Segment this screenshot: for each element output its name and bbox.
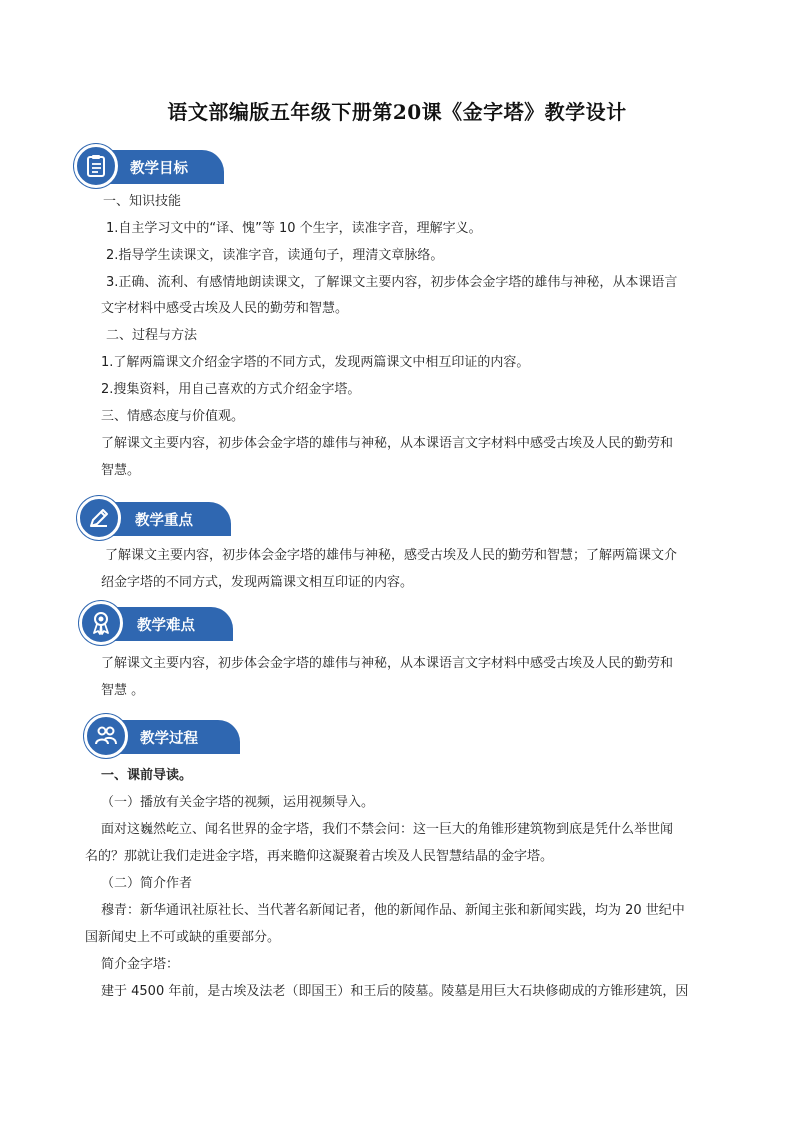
goals-line: 2.搜集资料，用自己喜欢的方式介绍金字塔。 [101, 382, 361, 397]
difficulties-line: 了解课文主要内容，初步体会金字塔的雄伟与神秘，从本课语言文字材料中感受古埃及人民的勤劳和 [101, 656, 674, 671]
key-points-line: 了解课文主要内容，初步体会金字塔的雄伟与神秘，感受古埃及人民的勤劳和智慧；了解两篇课文介 [105, 548, 678, 563]
people-icon [94, 724, 118, 748]
award-ribbon-icon [89, 611, 113, 635]
goals-line: 了解课文主要内容，初步体会金字塔的雄伟与神秘，从本课语言文字材料中感受古埃及人民的勤劳和 [101, 436, 674, 451]
process-line: 面对这巍然屹立、闻名世界的金字塔，我们不禁会问：这一巨大的角锥形建筑物到底是凭什么举世闻 [101, 822, 674, 837]
difficulties-line: 智慧 。 [101, 683, 145, 698]
section-label-goals: 教学目标 [130, 160, 188, 177]
goals-line: 1.了解两篇课文介绍金字塔的不同方式，发现两篇课文中相互印证的内容。 [101, 355, 530, 370]
goals-line: 1.自主学习文中的“译、愧”等 10 个生字，读准字音，理解字义。 [106, 221, 482, 236]
section-banner-difficulties [79, 601, 239, 645]
process-line: 简介金字塔： [101, 957, 180, 972]
section-banner-goals [74, 144, 234, 188]
pencil-icon [87, 506, 111, 530]
process-line: 名的？那就让我们走进金字塔，再来瞻仰这凝聚着古埃及人民智慧结晶的金字塔。 [85, 849, 554, 864]
process-line: 一、课前导读。 [101, 768, 193, 783]
section-label-process: 教学过程 [140, 730, 198, 747]
clipboard-icon [84, 154, 108, 178]
section-label-difficulties: 教学难点 [137, 617, 195, 634]
process-line: 穆青：新华通讯社原社长、当代著名新闻记者，他的新闻作品、新闻主张和新闻实践，均为 20 世纪中 [101, 903, 685, 918]
goals-line: 文字材料中感受古埃及人民的勤劳和智慧。 [101, 301, 349, 316]
goals-line: 智慧。 [101, 463, 141, 478]
process-line: （一）播放有关金字塔的视频，运用视频导入。 [101, 795, 375, 810]
goals-line: 二、过程与方法 [106, 328, 198, 343]
goals-line: 三、情感态度与价值观。 [101, 409, 245, 424]
process-line: 国新闻史上不可或缺的重要部分。 [85, 930, 281, 945]
document-title: 语文部编版五年级下册第20课《金字塔》教学设计 [167, 100, 627, 124]
key-points-line: 绍金字塔的不同方式，发现两篇课文相互印证的内容。 [101, 575, 414, 590]
section-banner-process [84, 714, 244, 758]
process-line: （二）简介作者 [101, 876, 193, 891]
goals-line: 3.正确、流利、有感情地朗读课文，了解课文主要内容，初步体会金字塔的雄伟与神秘，从本课语言 [106, 275, 678, 290]
goals-line: 一、知识技能 [103, 194, 182, 209]
section-label-key-points: 教学重点 [135, 512, 193, 529]
process-line: 建于 4500 年前，是古埃及法老（即国王）和王后的陵墓。陵墓是用巨大石块修砌成的方锥形建筑，因 [101, 984, 689, 999]
section-banner-key-points [77, 496, 237, 540]
goals-line: 2.指导学生读课文，读准字音，读通句子，理清文章脉络。 [106, 248, 444, 263]
